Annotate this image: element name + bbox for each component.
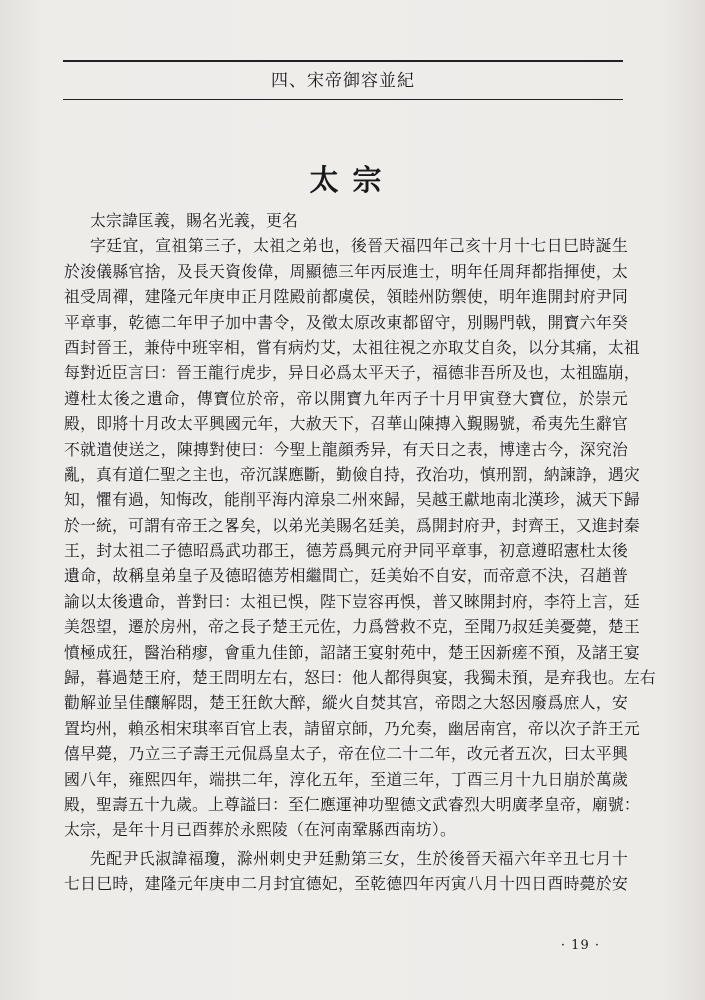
- text-line: 祖受周禪，建隆元年庚申正月陞殿前都虞侯，領睦州防禦使，明年進開封府尹同: [64, 287, 628, 307]
- header-rule-bottom: [63, 99, 623, 100]
- page-number: · 19 ·: [560, 938, 600, 953]
- text-line: 美怨望，遷於房州，帝之長子楚王元佐，力爲營救不克，至聞乃叔廷美憂薨，楚王: [64, 617, 640, 637]
- text-line: 王，封太祖二子德昭爲武功郡王，德芳爲興元府尹同平章事，初意遵昭憲杜太後: [64, 541, 628, 561]
- text-line: 平章事，乾德二年甲子加中書令，及徵太原改東都留守，別賜門戟，開寶六年癸: [64, 312, 628, 332]
- text-line: 不就遣使送之，陳摶對使曰：今聖上龍顔秀异，有天日之表，博達古今，深究治: [64, 439, 628, 459]
- text-line: 太宗，是年十月已酉葬於永熙陵（在河南鞏縣西南坊）。: [64, 820, 457, 840]
- text-line: 知，懼有過，知悔改，能削平海内漳泉二州來歸，吴越王獻地南北漢珍，滅天下歸: [64, 490, 640, 510]
- text-line: 殿，聖壽五十九歲。上尊謚曰：至仁應運神功聖德文武睿烈大明廣孝皇帝，廟號：: [64, 794, 640, 814]
- text-line: 字廷宜，宣祖第三子，太祖之弟也，後晉天福四年己亥十月十七日巳時誕生: [90, 236, 628, 256]
- running-head: 四、宋帝御容並紀: [271, 71, 415, 91]
- section-title: 太宗: [309, 163, 396, 197]
- text-line: 諭以太後遺命，普對曰：太祖已悞，陛下豈容再悞，普又睞開封府，李符上言，廷: [64, 591, 640, 611]
- text-line: 僖早薨，乃立三子壽王元侃爲皇太子，帝在位二十二年，改元者五次，曰太平興: [64, 744, 628, 764]
- text-line: 國八年，雍熙四年，端拱二年，淳化五年，至道三年，丁酉三月十九日崩於萬歲: [64, 769, 628, 789]
- text-line: 於一統，可謂有帝王之畧矣，以弟光美賜名廷美，爲開封府尹，封齊王，又進封秦: [64, 515, 640, 535]
- text-line: 殿，即將十月改太平興國元年，大赦天下，召華山陳摶入覲賜號，希夷先生辭官: [64, 414, 628, 434]
- text-line: 遵杜太後之遺命，傳寶位於帝，帝以開寶九年丙子十月甲寅登大寶位，於崇元: [64, 388, 628, 408]
- text-line: 於浚儀縣官捨，及長天資俊偉，周顯德三年丙辰進士，明年任周拜都指揮使，太: [64, 261, 628, 281]
- text-line: 酉封晉王，兼侍中班宰相，嘗有病灼艾，太祖往視之亦取艾自灸，以分其痛，太祖: [64, 337, 640, 357]
- text-line: 置均州，賴丞相宋琪率百官上表，請留京師，乃允奏，幽居南宫，帝以次子許王元: [64, 718, 640, 738]
- text-line: 歸，暮過楚王府，楚王問明左右，怒曰：他人都得與宴，我獨未預，是弃我也。左右: [64, 668, 656, 688]
- text-line: 憤極成狂，醫治稍瘳，會重九佳節，詔諸王宴射苑中，楚王因新瘥不預，及諸王宴: [64, 642, 640, 662]
- body-text: [64, 208, 656, 897]
- text-line: 勸解並呈佳釀解悶，楚王狂飲大醉，縱火自焚其宫，帝悶之大怒因廢爲庶人，安: [64, 693, 628, 713]
- text-line: 遺命，故稱皇弟皇子及德昭德芳相繼間亡，廷美始不自安，而帝意不決，召趙普: [64, 566, 628, 586]
- text-line: 太宗諱匡義，賜名光義，更名: [90, 211, 298, 230]
- text-line: 每對近臣言曰：晉王龍行虎步，异日必爲太平天子，福德非吾所及也，太祖臨崩，: [64, 363, 640, 383]
- text-line: 亂，真有道仁聖之主也，帝沉謀應斷，勤儉自持，孜治功，慎刑罰，納諫諍，遇灾: [64, 464, 640, 484]
- text-line: 先配尹氏淑諱福瓊，滁州刺史尹廷勳第三女，生於後晉天福六年辛丑七月十: [90, 848, 628, 868]
- header-rule-top: [63, 60, 623, 62]
- text-line: 七日巳時，建隆元年庚申二月封宜德妃，至乾德四年丙寅八月十四日酉時薨於安: [64, 874, 628, 894]
